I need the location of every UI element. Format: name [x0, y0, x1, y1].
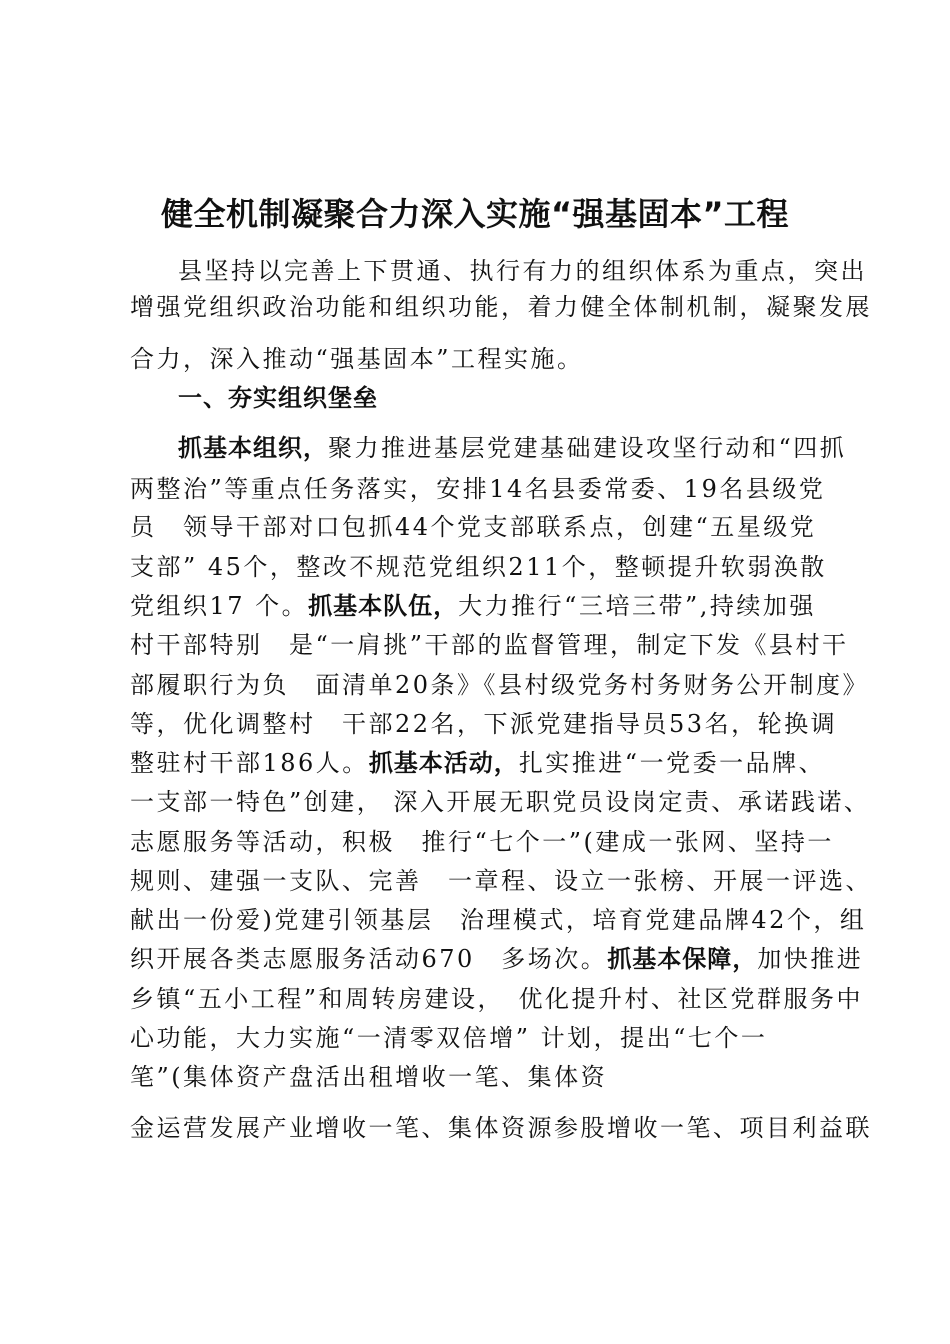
body-text: 整驻村干部186人。 [130, 749, 369, 777]
body-line-11: 志愿服务等活动，积极 推行“七个一”(建成一张网、坚持一 [130, 828, 834, 856]
section-heading: 一、夯实组织堡垒 [178, 384, 378, 412]
intro-line-3: 合力，深入推动“强基固本”工程实施。 [130, 345, 584, 373]
body-line-15: 乡镇“五小工程”和周转房建设， 优化提升村、社区党群服务中 [130, 985, 864, 1013]
body-line-1 [178, 430, 846, 466]
body-line-7: 部履职行为负 面清单20条》《县村级党务村务财务公开制度》 [130, 671, 870, 699]
document-title: 健全机制凝聚合力深入实施“强基固本”工程 [160, 195, 790, 233]
body-line-4: 支部” 45个，整改不规范党组织211个，整顿提升软弱涣散 [130, 553, 827, 581]
bold-lead-activity: 抓基本活动， [368, 749, 519, 777]
bold-lead-organization: 抓基本组织， [178, 434, 328, 462]
body-text-tail: 大力推行“三培三带”,持续加强 [458, 592, 816, 620]
body-line-16: 心功能，大力实施“一清零双倍增” 计划，提出“七个一 [130, 1024, 768, 1052]
body-line-5 [130, 588, 816, 624]
body-line-18: 金运营发展产业增收一笔、集体资源参股增收一笔、项目利益联 [130, 1114, 872, 1142]
body-line-17: 笔”(集体资产盘活出租增收一笔、集体资 [130, 1063, 608, 1091]
body-line-14 [130, 941, 863, 977]
intro-line-1: 县坚持以完善上下贯通、执行有力的组织体系为重点，突出 [178, 257, 867, 285]
body-line-13: 献出一份爱)党建引领基层 治理模式，培育党建品牌42个，组 [130, 906, 867, 934]
body-line-9 [130, 745, 825, 781]
body-line-2: 两整治”等重点任务落实，安排14名县委常委、19名县级党 [130, 475, 826, 503]
body-text-tail: 加快推进 [757, 945, 864, 973]
body-text: 聚力推进基层党建基础建设攻坚行动和“四抓 [328, 434, 847, 462]
body-line-6: 村干部特别 是“一肩挑”干部的监督管理，制定下发《县村干 [130, 631, 849, 659]
body-line-3: 员 领导干部对口包抓44个党支部联系点，创建“五星级党 [130, 513, 817, 541]
body-text: 党组织17 个。 [130, 592, 309, 620]
body-line-8: 等，优化调整村 干部22名，下派党建指导员53名，轮换调 [130, 710, 838, 738]
intro-line-2: 增强党组织政治功能和组织功能，着力健全体制机制，凝聚发展 [130, 293, 872, 321]
body-text-tail: 扎实推进“一党委一品牌、 [518, 749, 826, 777]
body-line-10: 一支部一特色”创建， 深入开展无职党员设岗定责、承诺践诺、 [130, 788, 871, 816]
bold-lead-support: 抓基本保障， [607, 945, 758, 973]
bold-lead-team: 抓基本队伍， [308, 592, 459, 620]
body-line-12: 规则、建强一支队、完善 一章程、设立一张榜、开展一评选、 [130, 867, 872, 895]
body-text: 织开展各类志愿服务活动670 多场次。 [130, 945, 608, 973]
